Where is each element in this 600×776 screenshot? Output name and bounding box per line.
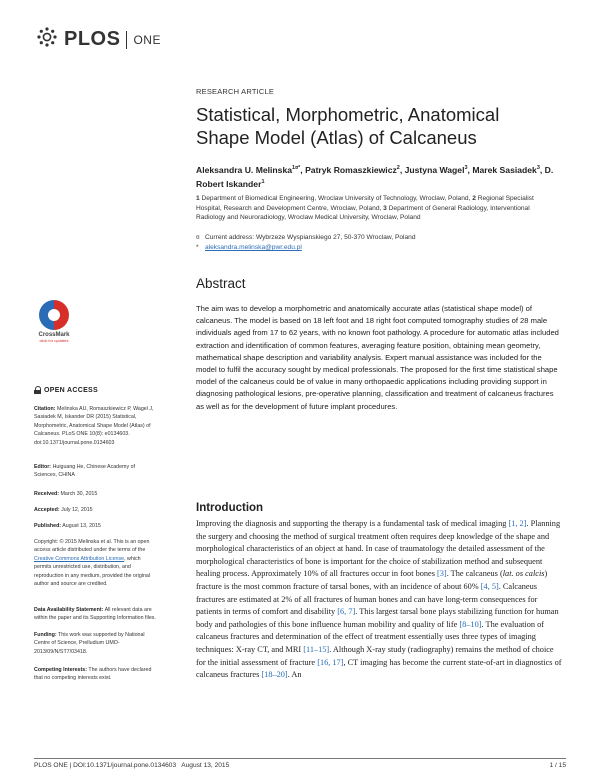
body-text: . Planning the surgery and choosing the method of surgical treatment often requires deep knowledge of the shape and morphological characteristics of an object at hand. In case of traumatology the detailed assessment of the morphological characteristics of bone is important for the choice of stabilization method and subsequent healing process. Approximately 10% of all fractures occur in foot bones: [196, 519, 561, 579]
abstract-text: The aim was to develop a morphometric and anatomically accurate atlas (statistical shape model) of calcaneus. The model is based on 18 left foot and 18 right foot computed tomography studies of 28 male individuals aged from 17 to 62 years, with no known foot pathology. A procedure for automatic atlas included extraction and identification of common features, averaging feature position, obtaining mean geometry, mathematical shape description and variability analysis. Expert manual assistance was included for the model to fulfil the accuracy sought by medical professionals. The proposed for the first time statistical shape model of the calcaneus could be of value in many orthopaedic applications including providing support in diagnosing pathological lesions, pre-operative planning, classification and treatment of calcaneus fractures as well as for the development of future implant procedures.: [196, 304, 559, 411]
asterisk-icon: *: [196, 244, 199, 251]
author-affiliation-sup: 1: [261, 178, 265, 185]
currency-sign-icon: ¤: [196, 234, 200, 241]
author-name: Justyna Wagel: [404, 164, 465, 175]
open-access-badge: [34, 386, 98, 394]
citation-block: Citation: Melinska AU, Romaszkiewicz P, Wagel J, Sasiadek M, Iskander DR (2015) Statistical, Morphometric, Anatomical Shape Model (Atlas) of Calcaneus. PLoS ONE 10(8): e0134603. doi:10.1371/journal.pone.0134603: [34, 406, 154, 446]
editor-block: Editor: Huiguang He, Chinese Academy of Sciences, CHINA: [34, 464, 136, 479]
affiliation-text: Regional Specialist Hospital, Research and Development Centre, Wroclaw, Poland,: [196, 195, 534, 212]
body-text: . Calcaneus fractures are estimated at 2% of all fractures of human bones and can have long-term consequences for patients in terms of comfort and disability: [196, 581, 538, 617]
affiliations: [196, 194, 560, 223]
affiliation-text: Department of Biomedical Engineering, Wroclaw University of Technology, Wroclaw, Poland,: [201, 195, 473, 202]
email-note: [196, 243, 560, 253]
logo-text: PLOS: [64, 28, 121, 50]
citation-ref-link[interactable]: [3]: [437, 569, 447, 579]
article-title: Statistical, Morphometric, Anatomical Shape Model (Atlas) of Calcaneus: [196, 104, 500, 148]
open-access-label: OPEN ACCESS: [44, 386, 98, 394]
crossmark-badge[interactable]: [34, 300, 74, 343]
italic-term: os calcis: [515, 569, 545, 579]
page-number: 1 / 15: [549, 762, 566, 769]
body-text: . The evaluation of calcaneus fractures and determination of the effect of treatment essentially uses three types of imaging techniques: X-ray CT, and MRI: [196, 619, 545, 654]
author-list: Aleksandra U. Melinska$^{1¤*}$, Patryk Romaszkiewicz$^2$, Justyna Wagel$^3$, Marek Sasiadek$^3$, D. Robert Iskander$^1$: [196, 164, 554, 189]
crossmark-sub: click for updates: [39, 338, 69, 343]
journal-logo[interactable]: [36, 26, 161, 53]
body-text: . The calcaneus (: [446, 569, 503, 579]
affiliation-number: 1: [196, 195, 202, 202]
cc-license-link[interactable]: Creative Commons Attribution License: [34, 555, 125, 562]
author-affiliation-sup: 3: [464, 165, 468, 171]
citation-ref-link[interactable]: [18–20]: [261, 670, 288, 680]
affiliation-number: 2: [472, 195, 478, 202]
introduction-text: [196, 518, 564, 682]
citation-ref-link[interactable]: [11–15]: [303, 644, 330, 654]
citation-ref-link[interactable]: [16, 17]: [317, 657, 344, 667]
introduction-heading: Introduction: [196, 502, 264, 514]
author-name: Patryk Romaszkiewicz: [305, 164, 397, 175]
crossmark-icon: [39, 300, 69, 330]
plos-sunburst-icon: [36, 26, 58, 53]
crossmark-label: CrossMark: [38, 332, 70, 338]
affiliation-number: 3: [383, 204, 389, 212]
competing-interests-block: Competing Interests: The authors have declared that no competing interests exist.: [34, 667, 152, 682]
author-affiliation-sup: 1¤*: [292, 165, 301, 171]
citation-ref-link[interactable]: [8–10]: [459, 619, 482, 629]
article-type: RESEARCH ARTICLE: [196, 87, 275, 96]
body-text: . An: [287, 670, 302, 680]
body-text: . Although X-ray study (radiography) remains the method of choice for the initial assessment of fracture: [196, 644, 554, 667]
affiliation-text: Department of General Radiology, Interventional Radiology and Neuroradiology, Wroclaw Medical University, Wroclaw, Poland: [196, 204, 530, 222]
data-availability-block: Data Availability Statement: All relevant data are within the paper and its Supporting Information files.: [34, 607, 156, 622]
citation-ref-link[interactable]: [1, 2]: [508, 519, 527, 528]
current-address-note: ¤ Current address: Wybrzeze Wyspianskiego 27, 50-370 Wroclaw, Poland: [196, 234, 416, 241]
body-text: . This largest tarsal bone plays stabilizing function for human body and pathologies of this bone influence human mobility and quality of life: [196, 607, 559, 629]
logo-divider: [126, 31, 127, 49]
logo-journal: ONE: [133, 32, 161, 47]
funding-block: Funding: This work was supported by National Centre of Science, Prelludium UMO-2013/09/N/ST7/03418.: [34, 632, 145, 655]
body-text: Improving the diagnosis and supporting the therapy is a fundamental task of medical imaging: [196, 519, 509, 528]
author-notes: [196, 233, 560, 253]
abstract-heading: Abstract: [196, 276, 246, 291]
accepted-block: Accepted: July 12, 2015: [34, 507, 93, 513]
author-affiliation-sup: 3: [536, 165, 540, 171]
footer-rule: [34, 758, 566, 759]
citation-ref-link[interactable]: [6, 7]: [337, 607, 356, 617]
citation-ref-link[interactable]: [4, 5]: [480, 581, 499, 591]
copyright-block: Copyright: © 2015 Melinska et al. This is an open access article distributed under the terms of the Creative Commons Attribution License, which permits unrestricted use, distribution, and reproduction in any medium, provided the original author and source are credited.: [34, 539, 151, 588]
open-lock-icon: [34, 386, 41, 394]
footer-citation: PLOS ONE | DOI:10.1371/journal.pone.0134603 August 13, 2015: [34, 762, 230, 769]
corresponding-email-link[interactable]: aleksandra.melinska@pwr.edu.pl: [205, 244, 302, 251]
author-name: Aleksandra U. Melinska: [196, 164, 293, 175]
author-affiliation-sup: 2: [396, 165, 400, 171]
author-name: D. Robert Iskander: [196, 164, 554, 189]
published-block: Published: August 13, 2015: [34, 523, 101, 529]
body-text: , CT imaging has become the current state-of-art in diagnostics of calcaneus fractures: [196, 657, 562, 680]
received-block: Received: March 30, 2015: [34, 491, 98, 497]
italic-term: lat.: [502, 569, 514, 579]
author-name: Marek Sasiadek: [472, 164, 537, 175]
body-text: ) fracture is the most common fracture of tarsal bones, with an incidence of about 60%: [196, 569, 548, 591]
